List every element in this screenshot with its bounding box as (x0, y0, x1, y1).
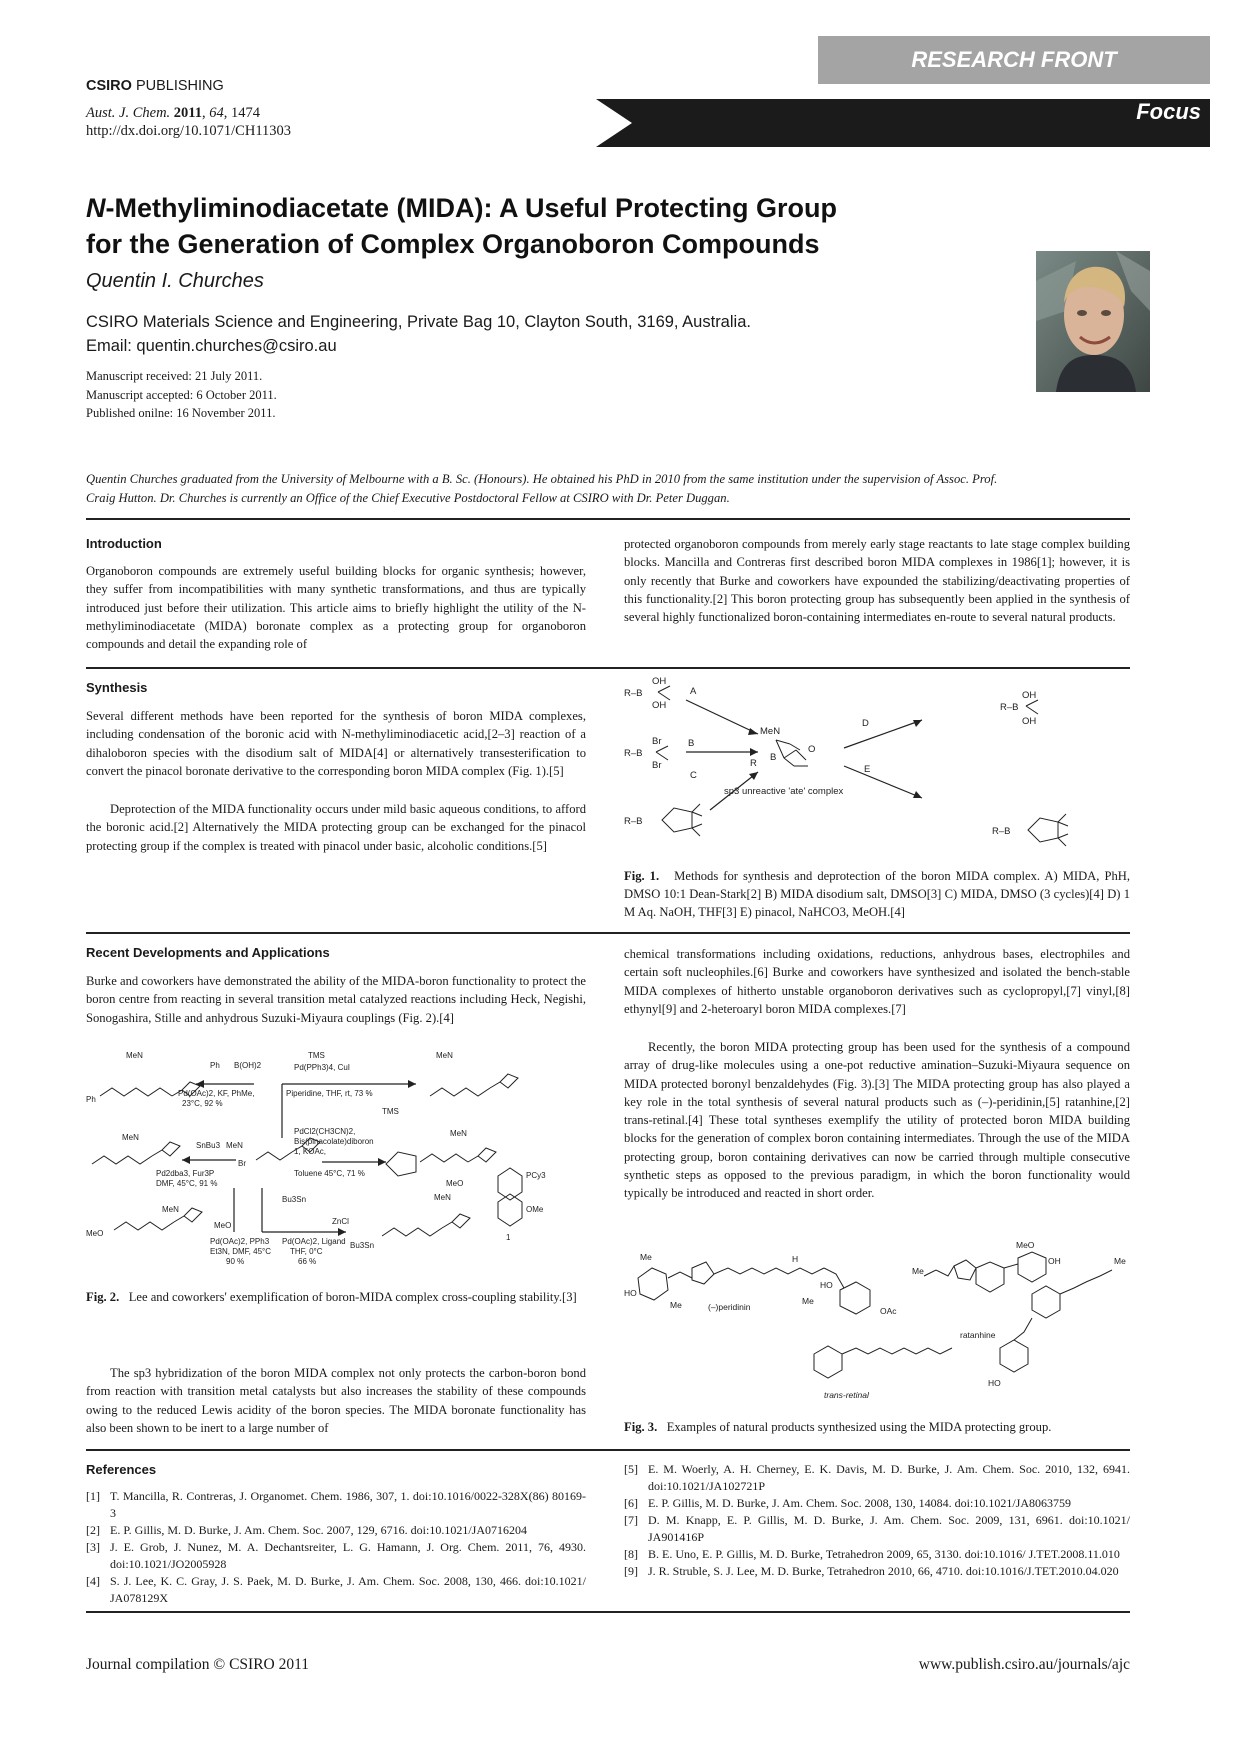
figure-3-structures (624, 1238, 1130, 1408)
author-photo (1036, 251, 1150, 392)
fig2-tl-cond2: 23°C, 92 % (182, 1099, 223, 1108)
research-front-banner: RESEARCH FRONT (818, 36, 1210, 84)
fig1-rb-r-top: R–B (1000, 702, 1019, 713)
fig1-rb-r-pin: R–B (992, 826, 1011, 837)
fig2-mr-cond4: Toluene 45°C, 71 % (294, 1169, 365, 1178)
fig1-rb-mid: R–B (624, 748, 643, 759)
synthesis-para1: Several different methods have been reported for the synthesis of boron MIDA complexes, including condensation of the boronic acid with N-methyliminodiacetic acid,[2–3] reaction of a dihaloboron species with the disodium salt of MIDA[4] or alternatively transesterification to convert the pinacol boronate derivative to the corresponding boron MIDA complex (Fig. 1).[5] (86, 709, 586, 778)
fig2-men-4: MeN (122, 1133, 139, 1142)
references-right (624, 1461, 1130, 1580)
reference-num: [9] (624, 1564, 638, 1578)
reference-text: E. M. Woerly, A. H. Cherney, E. K. Davis, M. D. Burke, J. Am. Chem. Soc. 2010, 132, 6941. doi:10.1021/JA102721P (648, 1462, 1130, 1493)
fig2-meo-2: MeO (214, 1221, 232, 1230)
publisher-bold: CSIRO (86, 78, 132, 94)
fig3-h: H (792, 1254, 799, 1264)
reference-text: B. E. Uno, E. P. Gillis, M. D. Burke, Tetrahedron 2009, 65, 3130. doi:10.1016/ J.TET.2008.11.010 (648, 1547, 1120, 1561)
fig2-ome: OMe (526, 1205, 544, 1214)
fig2-men-7: MeN (434, 1193, 451, 1202)
publisher-rest: PUBLISHING (131, 78, 224, 94)
introduction-title: Introduction (86, 536, 162, 551)
recent-para2: The sp3 hybridization of the boron MIDA complex not only protects the carbon-boron bond from reaction with transition metal catalysts but also increases the stability of these compounds owing to the reduced Lewis acidity of the boron species. The MIDA boronate functionality has also been shown to be inert to a large number of (86, 1366, 586, 1435)
synthesis-para2: Deprotection of the MIDA functionality occurs under mild basic aqueous conditions, to afford the boronic acid.[2] Alternatively the MIDA protecting group can be exchanged for the pinacol protecting group if the complex is treated with pinacol under basic, alcoholic conditions.[5] (86, 802, 586, 853)
author-bio-line2: Craig Hutton. Dr. Churches is currently an Office of the Chief Executive Postdoctoral Fellow at CSIRO with Dr. Peter Duggan. (86, 490, 730, 505)
fig1-ate: sp3 unreactive 'ate' complex (724, 786, 844, 797)
fig2-tl-cond1: Pd(OAc)2, KF, PhMe, (178, 1089, 255, 1098)
reference-item (86, 1488, 586, 1522)
reference-item (624, 1563, 1130, 1580)
reference-item (624, 1546, 1130, 1563)
journal-page: 1474 (231, 105, 260, 121)
fig3-oac: OAc (880, 1306, 897, 1316)
reference-num: [6] (624, 1496, 638, 1510)
fig2-mr-cond2: Bis(pinacolate)diboron (294, 1137, 374, 1146)
recent-para3: chemical transformations including oxidations, reductions, anhydrous bases, electrophiles and certain soft nucleophiles.[6] Burke and coworkers have synthesized and isolated the bench-stable MIDA complexes of hitherto unstable organoboron derivatives such as cyclopropyl,[7] vinyl,[8] ethynyl[9] and 2-heteroaryl boron MIDA complexes.[7] (624, 947, 1130, 1016)
fig3-peridinin: (–)peridinin (708, 1302, 751, 1312)
title-italic-n: N (86, 193, 106, 223)
reference-num: [7] (624, 1513, 638, 1527)
references-title: References (86, 1462, 157, 1477)
article-title (86, 190, 837, 262)
fig1-br-bottom: Br (652, 760, 662, 771)
citation: Aust. J. Chem. 2011, 64, 1474 (86, 105, 260, 121)
fig2-caption-label: Fig. 2. (86, 1290, 120, 1304)
fig2-meo-lig: MeO (446, 1179, 464, 1188)
reference-item (86, 1522, 586, 1539)
fig2-snbu3: SnBu3 (196, 1141, 221, 1150)
publisher (86, 78, 224, 94)
reference-item (624, 1512, 1130, 1546)
fig3-ho-3: HO (988, 1378, 1001, 1388)
fig1-o: O (808, 744, 816, 755)
reference-num: [8] (624, 1547, 638, 1561)
fig1-label-c: C (690, 770, 697, 781)
reference-text: S. J. Lee, K. C. Gray, J. S. Paek, M. D. Burke, J. Am. Chem. Soc. 2008, 130, 466. doi:10.1021/ JA078129X (110, 1574, 586, 1605)
introduction-para1: Organoboron compounds are extremely useful building blocks for organic synthesis; however, they suffer from incompatibilities with many synthetic transformations, and thus are typically introduced just before their utilization. This article aims to briefly highlight the utility of the N-methyliminodiacetate (MIDA) boronate complex as a protecting group for organoboron compounds and detail the expanding role of (86, 564, 586, 652)
reference-item (624, 1461, 1130, 1495)
fig2-br: Br (238, 1159, 246, 1168)
reference-num: [2] (86, 1523, 100, 1537)
rule-recent (86, 932, 1130, 934)
fig3-ratanhine: ratanhine (960, 1330, 996, 1340)
fig2-mr-cond3: 1, KOAc, (294, 1147, 327, 1156)
fig2-bu3sn-1: Bu3Sn (282, 1195, 307, 1204)
article-title-line2: for the Generation of Complex Organoboron Compounds (86, 229, 820, 259)
fig1-oh-r-bottom: OH (1022, 716, 1037, 727)
arrow-e (844, 766, 922, 798)
rule-synthesis (86, 667, 1130, 669)
fig1-label-b: B (688, 738, 695, 749)
introduction-para2: protected organoboron compounds from merely early stage reactants to late stage complex building blocks. Mancilla and Contreras first described boron MIDA complexes in 1986[1]; however, it is only recently that Burke and coworkers have expounded the stabilizing/deactivating properties of this functionality.[2] This boron protecting group has subsequently been applied in the synthesis of several highly functionalized boron-containing intermediates en-route to several natural products. (624, 537, 1130, 625)
fig2-tms-1: TMS (308, 1052, 325, 1060)
reference-item (624, 1495, 1130, 1512)
figure-1-scheme (624, 670, 1130, 860)
fig2-tms-2: TMS (382, 1107, 399, 1116)
fig2-br-cond2: THF, 0°C (290, 1247, 323, 1256)
reference-text: E. P. Gillis, M. D. Burke, J. Am. Chem. Soc. 2007, 129, 6716. doi:10.1021/JA0716204 (110, 1523, 528, 1537)
title-line1-text: -Methyliminodiacetate (MIDA): A Useful Protecting Group (105, 193, 838, 223)
fig2-ph-1: Ph (86, 1095, 96, 1104)
author-name: Quentin I. Churches (86, 270, 264, 292)
reference-text: E. P. Gillis, M. D. Burke, J. Am. Chem. Soc. 2008, 130, 14084. doi:10.1021/JA8063759 (648, 1496, 1072, 1510)
affiliation: CSIRO Materials Science and Engineering, Private Bag 10, Clayton South, 3169, Australia. (86, 313, 751, 331)
fig2-ph-2: Ph (210, 1061, 220, 1070)
figure-2-scheme (86, 1052, 586, 1274)
fig3-oh: OH (1048, 1256, 1061, 1266)
fig1-br-top: Br (652, 736, 662, 747)
figure-3-caption (624, 1418, 1130, 1436)
received-date: Manuscript received: 21 July 2011. (86, 369, 263, 383)
fig1-b: B (770, 752, 777, 763)
reference-text: T. Mancilla, R. Contreras, J. Organomet. Chem. 1986, 307, 1. doi:10.1016/0022-328X(86) 80169-3 (110, 1489, 586, 1520)
fig2-boh2: B(OH)2 (234, 1061, 262, 1070)
fig1-caption-text: Methods for synthesis and deprotection of the boron MIDA complex. A) MIDA, PhH, DMSO 10:1 Dean-Stark[2] B) MIDA disodium salt, DMSO[3] C) MIDA, DMSO (3 cycles)[4] D) 1 M Aq. NaOH, THF[3] E) pinacol, NaHCO3, MeOH.[4] (624, 869, 1130, 920)
arrow-d (844, 720, 922, 748)
accepted-date: Manuscript accepted: 6 October 2011. (86, 387, 277, 402)
fig2-pcy3: PCy3 (526, 1171, 546, 1180)
fig2-br-cond3: 66 % (298, 1257, 317, 1266)
fig2-br-cond1: Pd(OAc)2, Ligand (282, 1237, 346, 1246)
footer-url[interactable]: www.publish.csiro.au/journals/ajc (918, 1656, 1130, 1673)
published-date: Published onilne: 16 November 2011. (86, 406, 276, 420)
fig1-oh-r-top: OH (1022, 690, 1037, 701)
rule-intro (86, 518, 1130, 520)
fig2-zncl: ZnCl (332, 1217, 349, 1226)
reference-num: [4] (86, 1574, 100, 1588)
journal-name: Aust. J. Chem. (86, 105, 171, 121)
manuscript-dates (86, 367, 277, 423)
reference-text: D. M. Knapp, E. P. Gillis, M. D. Burke, J. Am. Chem. Soc. 2009, 131, 6961. doi:10.1021/ JA901416P (648, 1513, 1130, 1544)
fig3-me-3: Me (802, 1296, 814, 1306)
reference-item (86, 1539, 586, 1573)
recent-para4: Recently, the boron MIDA protecting group has been used for the synthesis of a compound array of drug-like molecules using a one-pot reductive amination–Suzuki-Miyaura sequence on MIDA protected boronyl benzaldehydes (Fig. 3).[3] The MIDA protecting group has also played a key role in the total synthesis of several natural products such as (–)-peridinin,[5] ratanhine,[2] trans-retinal.[4] These total syntheses exemplify the utility of protected boron MIDA building blocks for the generation of complex boron containing intermediates. Through the use of the MIDA protecting group, boron containing derivatives can now be carried through multiple consecutive synthetic steps as opposed to the previous paradigm, in which the boron functionality would typically be introduced and reacted in short order. (624, 1040, 1130, 1201)
fig1-label-e: E (864, 764, 871, 775)
fig1-rb-top: R–B (624, 688, 643, 699)
fig3-ho-2: HO (820, 1280, 833, 1290)
fig1-r: R (750, 758, 757, 769)
fig1-label-d: D (862, 718, 869, 729)
journal-year: 2011 (173, 105, 202, 121)
fig2-ligand-1: 1 (506, 1233, 511, 1242)
fig3-retinal: trans-retinal (824, 1390, 869, 1400)
fig1-label-a: A (690, 686, 697, 697)
fig2-men-6: MeN (162, 1205, 179, 1214)
fig2-caption-text: Lee and coworkers' exemplification of boron-MIDA complex cross-coupling stability.[3] (128, 1290, 577, 1304)
article-title-line1 (86, 190, 837, 226)
fig2-men-3: MeN (226, 1141, 243, 1150)
focus-label: Focus (1136, 99, 1201, 124)
fig2-tr-cond2: Piperidine, THF, rt, 73 % (286, 1089, 373, 1098)
reference-item (86, 1573, 586, 1607)
fig3-caption-text: Examples of natural products synthesized using the MIDA protecting group. (666, 1420, 1052, 1434)
reference-num: [5] (624, 1462, 638, 1476)
reference-num: [1] (86, 1489, 100, 1503)
focus-banner (596, 99, 1210, 147)
fig2-men-1: MeN (126, 1052, 143, 1060)
fig1-oh-top: OH (652, 676, 667, 687)
journal-volume: 64 (209, 105, 224, 121)
fig2-meo-1: MeO (86, 1229, 104, 1238)
recent-para1: Burke and coworkers have demonstrated the ability of the MIDA-boron functionality to protect the boron centre from reacting in several transition metal catalyzed reactions including Heck, Negishi, Sonogashira, Stille and anhydrous Suzuki-Miyaura couplings (Fig. 2).[4] (86, 974, 586, 1025)
fig2-ml-cond2: DMF, 45°C, 91 % (156, 1179, 218, 1188)
reference-text: J. R. Struble, S. J. Lee, M. D. Burke, Tetrahedron 2010, 66, 4710. doi:10.1016/J.TET.2010.04.020 (648, 1564, 1119, 1578)
synthesis-title: Synthesis (86, 680, 148, 695)
fig2-mr-cond1: PdCl2(CH3CN)2, (294, 1127, 356, 1136)
author-bio (86, 470, 1130, 507)
rule-footer (86, 1611, 1130, 1613)
references-left (86, 1488, 586, 1607)
fig3-me-4: Me (912, 1266, 924, 1276)
fig3-ho-1: HO (624, 1288, 637, 1298)
fig2-bl-cond3: 90 % (226, 1257, 245, 1266)
author-bio-line1: Quentin Churches graduated from the University of Melbourne with a B. Sc. (Honours). He obtained his PhD in 2010 from the same institution under the supervision of Assoc. Prof. (86, 472, 998, 486)
reference-num: [3] (86, 1540, 100, 1554)
fig3-me-2: Me (670, 1300, 682, 1310)
fig2-men-5: MeN (450, 1129, 467, 1138)
fig1-men: MeN (760, 726, 781, 737)
fig2-bl-cond2: Et3N, DMF, 45°C (210, 1247, 271, 1256)
rule-references (86, 1449, 1130, 1451)
fig3-meo: MeO (1016, 1240, 1035, 1250)
fig3-caption-label: Fig. 3. (624, 1420, 658, 1434)
fig2-bu3sn-2: Bu3Sn (350, 1241, 375, 1250)
arrow-a (686, 700, 758, 734)
fig1-oh-bottom: OH (652, 700, 667, 711)
figure-1-caption (624, 867, 1130, 922)
fig2-ml-cond1: Pd2dba3, Fur3P (156, 1169, 215, 1178)
recent-title: Recent Developments and Applications (86, 945, 330, 960)
fig1-caption-label: Fig. 1. (624, 869, 660, 883)
reference-text: J. E. Grob, J. Nunez, M. A. Dechantsreiter, L. G. Hamann, J. Org. Chem. 2011, 76, 4930. doi:10.1021/JO2005928 (110, 1540, 586, 1571)
fig2-bl-cond1: Pd(OAc)2, PPh3 (210, 1237, 270, 1246)
fig3-me-5: Me (1114, 1256, 1126, 1266)
doi-link[interactable]: http://dx.doi.org/10.1071/CH11303 (86, 123, 292, 139)
fig1-rb-pin: R–B (624, 816, 643, 827)
fig3-me-1: Me (640, 1252, 652, 1262)
figure-2-caption (86, 1288, 586, 1306)
author-email[interactable]: Email: quentin.churches@csiro.au (86, 337, 337, 355)
fig2-tr-cond1: Pd(PPh3)4, CuI (294, 1063, 351, 1072)
footer-copyright: Journal compilation © CSIRO 2011 (86, 1656, 310, 1673)
fig2-men-2: MeN (436, 1052, 453, 1060)
